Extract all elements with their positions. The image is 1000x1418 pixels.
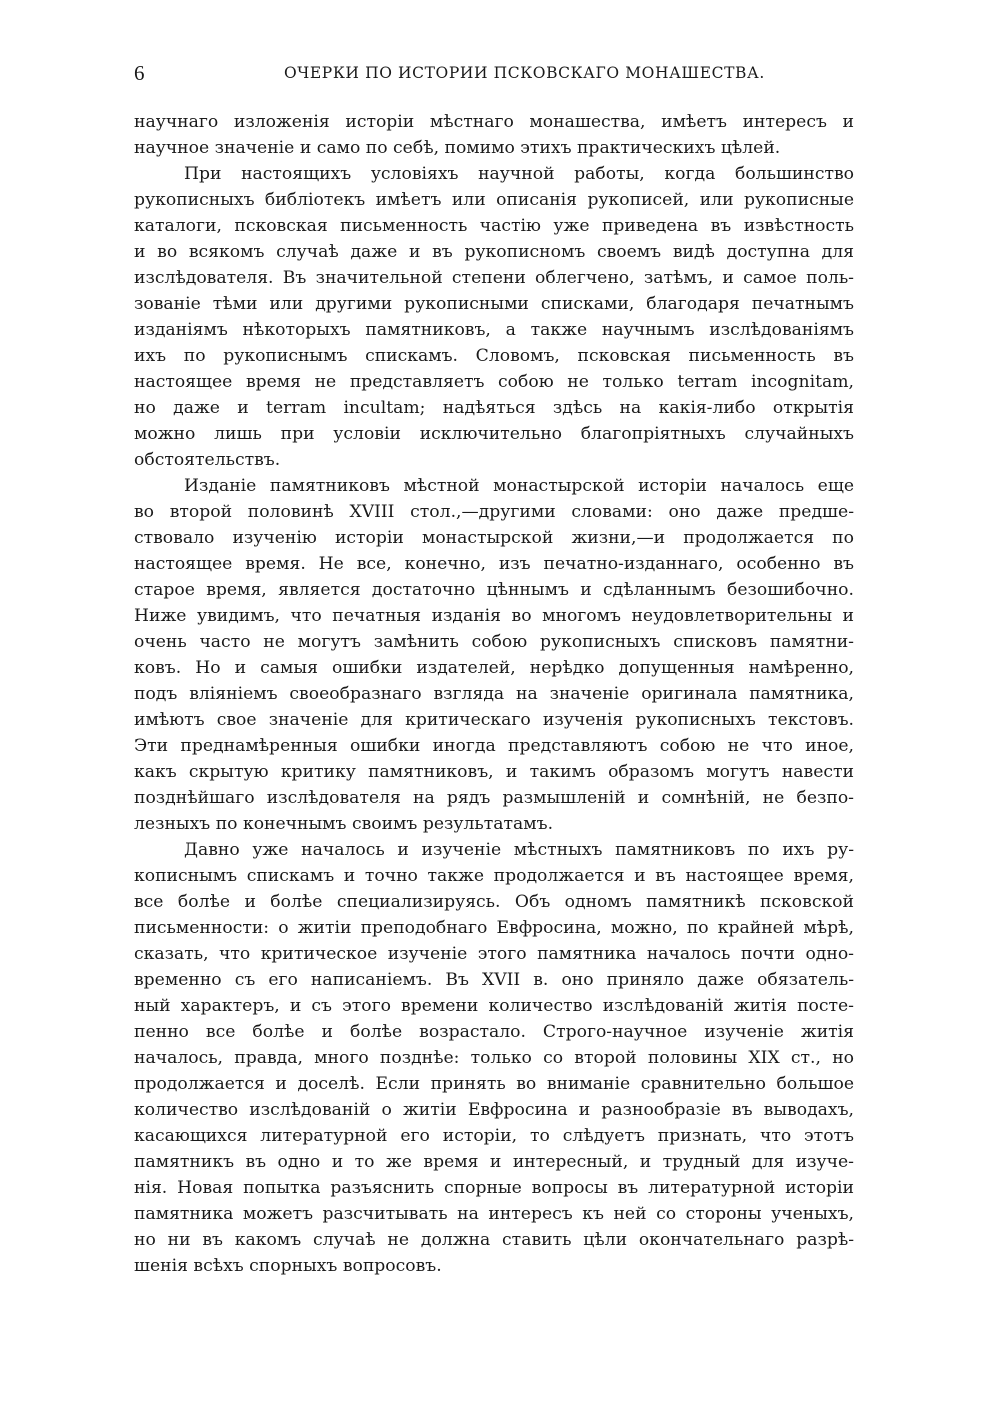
text-line: очень часто не могутъ замѣнить собою рукописныхъ списковъ памятни- — [134, 632, 854, 652]
text-line: ихъ по рукописнымъ спискамъ. Словомъ, псковская письменность въ — [134, 346, 854, 366]
text-line: началось, правда, много позднѣе: только со второй половины XIX ст., но — [134, 1048, 854, 1068]
text-line: кописнымъ спискамъ и точно также продолжается и въ настоящее время, — [134, 866, 854, 886]
text-line: но даже и terram incultam; надѣяться здѣсь на какія-либо открытія — [134, 398, 854, 418]
text-line: нія. Новая попытка разъяснить спорные вопросы въ литературной исторіи — [134, 1178, 854, 1198]
text-line: настоящее время не представляетъ собою не только terram incognitam, — [134, 372, 854, 392]
text-line: и во всякомъ случаѣ даже и въ рукописномъ своемъ видѣ доступна для — [134, 242, 854, 262]
text-line: научное значеніе и само по себѣ, помимо этихъ практическихъ цѣлей. — [134, 138, 781, 158]
body-text — [134, 109, 854, 1279]
text-line: изданіямъ нѣкоторыхъ памятниковъ, а также научнымъ изслѣдованіямъ — [134, 320, 854, 340]
text-line: какъ скрытую критику памятниковъ, и такимъ образомъ могутъ навести — [134, 762, 854, 782]
paragraph — [134, 837, 854, 1279]
text-line: изслѣдователя. Въ значительной степени облегчено, затѣмъ, и самое поль- — [134, 268, 854, 288]
text-line: можно лишь при условіи исключительно благопріятныхъ случайныхъ — [134, 424, 854, 444]
paragraph — [134, 473, 854, 837]
text-line: настоящее время. Не все, конечно, изъ печатно-изданнаго, особенно въ — [134, 554, 854, 574]
text-line: При настоящихъ условіяхъ научной работы, когда большинство — [184, 164, 854, 184]
text-line: но ни въ какомъ случаѣ не должна ставить цѣли окончательнаго разрѣ- — [134, 1230, 854, 1250]
text-line: во второй половинѣ XVIII стол.,—другими словами: оно даже предше- — [134, 502, 854, 522]
text-line: имѣютъ свое значеніе для критическаго изученія рукописныхъ текстовъ. — [134, 710, 854, 730]
text-line: пенно все болѣе и болѣе возрастало. Строго-научное изученіе житія — [134, 1022, 854, 1042]
text-line: Ниже увидимъ, что печатныя изданія во многомъ неудовлетворительны и — [134, 606, 854, 626]
text-line: касающихся литературной его исторіи, то слѣдуетъ признать, что этотъ — [134, 1126, 854, 1146]
text-line: каталоги, псковская письменность частію уже приведена въ извѣстность — [134, 216, 854, 236]
paragraph — [134, 109, 854, 161]
text-line: сказать, что критическое изученіе этого памятника началось почти одно- — [134, 944, 854, 964]
text-line: рукописныхъ библіотекъ имѣетъ или описанія рукописей, или рукописные — [134, 190, 854, 210]
text-line: все болѣе и болѣе специализируясь. Объ одномъ памятникѣ псковской — [134, 892, 854, 912]
text-line: научнаго изложенія исторіи мѣстнаго монашества, имѣетъ интересъ и — [134, 112, 854, 132]
text-line: продолжается и доселѣ. Если принять во вниманіе сравнительно большое — [134, 1074, 854, 1094]
text-line: позднѣйшаго изслѣдователя на рядъ размышленій и сомнѣній, не безпо- — [134, 788, 854, 808]
text-line: ный характеръ, и съ этого времени количество изслѣдованій житія посте- — [134, 996, 854, 1016]
text-line: временно съ его написаніемъ. Въ XVII в. оно приняло даже обязатель- — [134, 970, 854, 990]
text-line: лезныхъ по конечнымъ своимъ результатамъ. — [134, 814, 554, 834]
text-line: письменности: о житіи преподобнаго Евфросина, можно, по крайней мѣрѣ, — [134, 918, 854, 938]
text-line: памятникъ въ одно и то же время и интересный, и трудный для изуче- — [134, 1152, 854, 1172]
text-line: зованіе тѣми или другими рукописными списками, благодаря печатнымъ — [134, 294, 854, 314]
page-header — [134, 58, 854, 88]
text-line: Изданіе памятниковъ мѣстной монастырской исторіи началось еще — [184, 476, 854, 496]
running-title: ОЧЕРКИ ПО ИСТОРИИ ПСКОВСКАГО МОНАШЕСТВА. — [284, 64, 765, 82]
text-line: ствовало изученію исторіи монастырской жизни,—и продолжается по — [134, 528, 854, 548]
paragraph — [134, 161, 854, 473]
text-line: обстоятельствъ. — [134, 450, 281, 470]
page-number: 6 — [134, 61, 145, 85]
text-line: Давно уже началось и изученіе мѣстныхъ памятниковъ по ихъ ру- — [184, 840, 854, 860]
text-line: Эти преднамѣренныя ошибки иногда представляютъ собою не что иное, — [134, 736, 854, 756]
text-line: старое время, является достаточно цѣннымъ и сдѣланнымъ безошибочно. — [134, 580, 854, 600]
text-line: памятника можетъ разсчитывать на интересъ къ ней со стороны ученыхъ, — [134, 1204, 854, 1224]
text-line: ковъ. Но и самыя ошибки издателей, нерѣдко допущенныя намѣренно, — [134, 658, 854, 678]
text-line: количество изслѣдованій о житіи Евфросина и разнообразіе въ выводахъ, — [134, 1100, 854, 1120]
text-line: подъ вліяніемъ своеобразнаго взгляда на значеніе оригинала памятника, — [134, 684, 854, 704]
text-line: шенія всѣхъ спорныхъ вопросовъ. — [134, 1256, 442, 1276]
